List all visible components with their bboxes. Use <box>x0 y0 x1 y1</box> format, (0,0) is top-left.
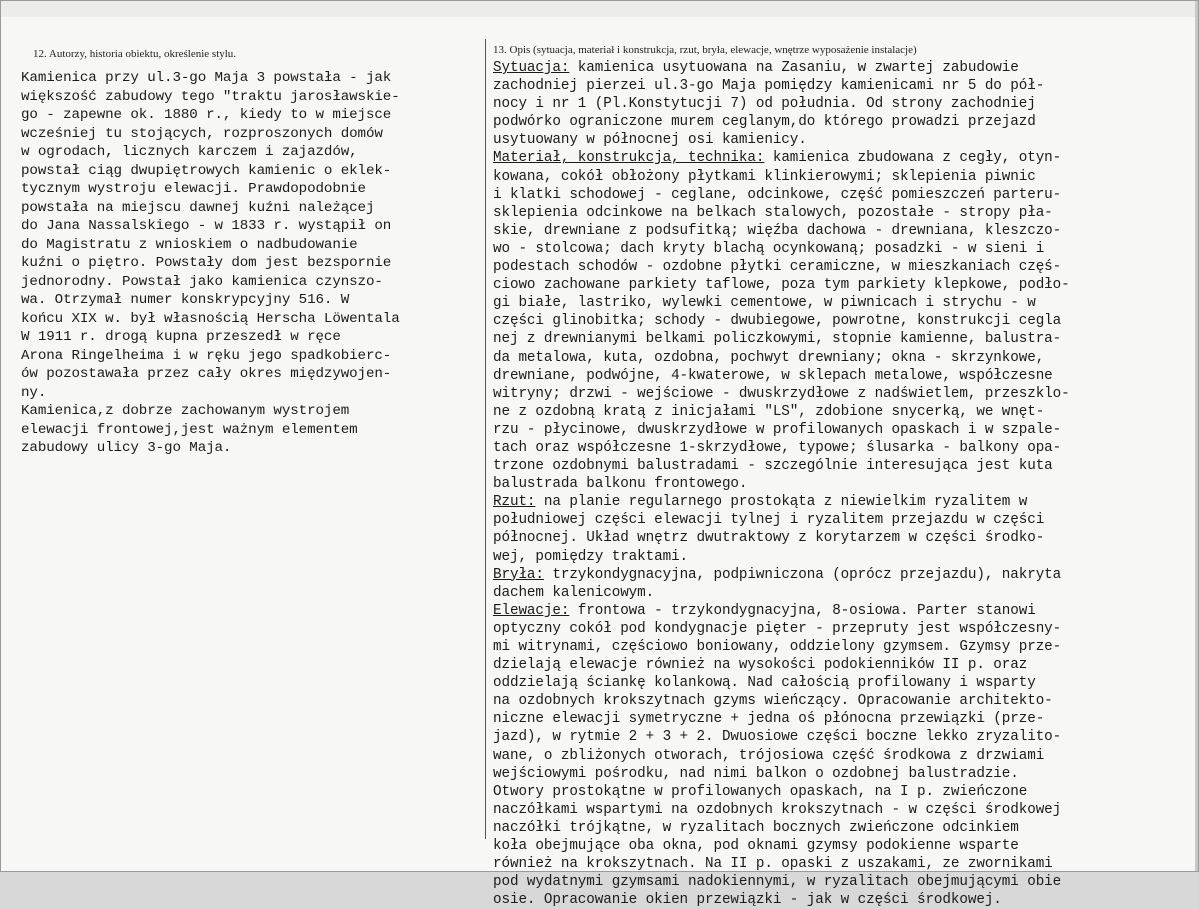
line-text: ne z ozdobną kratą z inicjałami "LS", zdobione snycerką, we wnęt- <box>493 403 1045 420</box>
line-text: niczne elewacji symetryczne + jedna oś płónocna przewiązki (prze- <box>493 711 1045 728</box>
text-line: do Magistratu z wnioskiem o nadbudowanie <box>21 236 358 253</box>
text-line: go - zapewne ok. 1880 r., kiedy to w miejsce <box>21 107 392 123</box>
section-label: Sytuacja: <box>493 60 570 76</box>
text-line <box>493 873 1183 891</box>
text-line <box>493 131 1183 149</box>
text-line: elewacji frontowej,jest ważnym elementem <box>21 421 358 438</box>
text-line: jednorodny. Powstał jako kamienica czynszo- <box>21 273 383 290</box>
text-line: w ogrodach, licznych karczem i zajazdów, <box>21 144 358 160</box>
line-text: da metalowa, kuta, ozdobna, pochwyt drewniany; okna - skrzynkowe, <box>493 349 1045 366</box>
text-line <box>493 620 1183 638</box>
section-description <box>493 43 1183 909</box>
line-text: rzu - płycinowe, dwuskrzydłowe w profilowanych opaskach i w szpale- <box>493 421 1062 438</box>
text-line: większość zabudowy tego "traktu jarosławskie- <box>21 88 400 105</box>
line-text: trzykondygnacyjna, podpiwniczona (oprócz przejazdu), nakryta <box>543 566 1062 583</box>
text-line <box>493 258 1183 276</box>
line-text: balustrada balkonu frontowego. <box>493 476 748 493</box>
line-text: północnej. Układ wnętrz dwutraktowy z korytarzem w części środko- <box>493 530 1045 547</box>
column-divider <box>485 39 486 839</box>
text-line <box>493 59 1183 77</box>
text-line <box>493 168 1183 186</box>
line-text: osie. Opracowanie okien przewiązki - jak w części środkowej. <box>493 892 1002 909</box>
section-label: Elewacje: <box>493 602 570 619</box>
line-text: sklepienia odcinkowe na belkach stalowych, pozostałe - stropy pła- <box>493 204 1053 221</box>
text-line <box>493 638 1183 656</box>
scan-top-edge <box>1 1 1198 17</box>
text-line: W 1911 r. drogą kupna przeszedł w ręce <box>21 329 341 345</box>
line-text: oddzielają ściankę kolankową. Nad całością profilowany i wsparty <box>493 675 1036 692</box>
text-line <box>493 204 1183 222</box>
line-text: południowej części elewacji tylnej i ryzalitem przejazdu w części <box>493 512 1045 529</box>
line-text: i klatki schodowej - ceglane, odcinkowe, część pomieszczeń parteru- <box>493 186 1062 203</box>
text-line <box>493 548 1183 566</box>
text-line <box>493 240 1183 258</box>
text-line <box>493 276 1183 294</box>
text-line: wcześniej tu stojących, rozproszonych domów <box>21 125 383 142</box>
text-line <box>493 819 1183 837</box>
text-line <box>493 457 1183 475</box>
text-line <box>493 95 1183 113</box>
line-text: podestach schodów - ozdobne płytki ceramiczne, w mieszkaniach częś- <box>493 259 1062 276</box>
line-text: koła obejmujące oba okna, pod oknami gzymsy podokienne wsparte <box>493 838 1019 855</box>
line-text: zachodniej pierzei ul.3-go Maja pomiędzy kamienicami nr 5 do pół- <box>493 78 1045 95</box>
line-text: na ozdobnych krokszytnach gzyms wieńczący. Opracowanie architekto- <box>493 693 1053 710</box>
description-text <box>493 59 1183 909</box>
line-text: optyczny cokół pod kondygnacje pięter - przepruty jest współczesny- <box>493 620 1062 637</box>
text-line: Arona Ringelheima i w ręku jego spadkobierc- <box>21 347 392 364</box>
text-line: wa. Otrzymał numer konskrypcyjny 516. W <box>21 292 350 308</box>
text-line <box>493 113 1183 131</box>
line-text: pod wydatnymi gzymsami nadokiennymi, w ryzalitach obejmującymi obie <box>493 874 1062 891</box>
text-line <box>493 728 1183 746</box>
line-text: tach oraz współczesne 1-skrzydłowe, typowe; ślusarka - balkony opa- <box>493 439 1062 456</box>
text-line <box>493 439 1183 457</box>
line-text: wej, pomiędzy traktami. <box>493 548 689 565</box>
text-line <box>493 656 1183 674</box>
line-text: kamienica zbudowana z cegły, otyn- <box>764 150 1062 167</box>
text-line <box>493 493 1183 511</box>
text-line <box>493 801 1183 819</box>
line-text: wejściowymi pośrodku, nad nimi balkon o ozdobnej balustradzie. <box>493 765 1019 782</box>
line-text: naczółki trójkątne, w ryzalitach bocznych zwieńczone odcinkiem <box>493 819 1019 836</box>
section-history <box>21 47 477 458</box>
line-text: witryny; drzwi - wejściowe - dwuskrzydłowe z nadświetlem, przeszklo- <box>493 385 1070 402</box>
text-line <box>493 475 1183 493</box>
line-text: skie, drewniane z podsufitką; więźba dachowa - drewniana, kleszczo- <box>493 222 1062 239</box>
text-line <box>493 602 1183 620</box>
text-line <box>493 385 1183 403</box>
line-text: również na krokszytnach. Na II p. opaski z uszakami, ze zwornikami <box>493 856 1053 873</box>
line-text: wane, o zbliżonych otworach, trójosiowa część środkowa z drzwiami <box>493 747 1045 764</box>
text-line <box>493 149 1183 167</box>
text-line: kuźni o piętro. Powstały dom jest bezspornie <box>21 255 392 271</box>
line-text: trzone ozdobnymi balustradami - szczególnie interesująca jest kuta <box>493 458 1053 475</box>
text-line <box>493 584 1183 602</box>
text-line <box>493 222 1183 240</box>
text-line <box>493 529 1183 547</box>
text-line: Kamienica przy ul.3-go Maja 3 powstała - jak <box>21 70 392 86</box>
line-text: frontowa - trzykondygnacyjna, 8-osiowa. Parter stanowi <box>569 602 1036 619</box>
section-label: Rzut: <box>493 494 536 511</box>
text-line <box>493 692 1183 710</box>
line-text: kowana, cokół obłożony płytkami klinkierowymi; sklepienia piwnic <box>493 168 1036 185</box>
text-line <box>493 891 1183 909</box>
line-text: kamienica usytuowana na Zasaniu, w zwartej zabudowie <box>569 60 1019 76</box>
section-label: Bryła: <box>493 566 544 583</box>
text-line: zabudowy ulicy 3-go Maja. <box>21 440 232 456</box>
text-line: powstała na miejscu dawnej kuźni należącej <box>21 199 375 216</box>
line-text: dachem kalenicowym. <box>493 584 655 601</box>
text-line <box>493 710 1183 728</box>
scan-right-edge <box>1195 1 1198 871</box>
history-text <box>21 69 477 458</box>
line-text: wo - stolcowa; dach kryty blachą ocynkowaną; posadzki - w sieni i <box>493 240 1045 257</box>
line-text: ciowo zachowane parkiety taflowe, poza tym parkiety klepkowe, podło- <box>493 277 1070 294</box>
text-line: powstał ciąg dwupiętrowych kamienic o eklek- <box>21 162 392 179</box>
text-line <box>493 747 1183 765</box>
text-line <box>493 367 1183 385</box>
section-13-heading: 13. Opis (sytuacja, materiał i konstrukcja, rzut, bryła, elewacje, wnętrze wyposażenie instalacje) <box>493 44 917 56</box>
text-line <box>493 403 1183 421</box>
line-text: podwórko ograniczone murem ceglanym,do którego prowadzi przejazd <box>493 114 1036 131</box>
text-line <box>493 186 1183 204</box>
text-line: ny. <box>21 384 47 401</box>
text-line <box>493 674 1183 692</box>
text-line: końcu XIX w. był własnością Herscha Löwentala <box>21 310 400 327</box>
text-line: Kamienica,z dobrze zachowanym wystrojem <box>21 403 350 419</box>
text-line <box>493 765 1183 783</box>
text-line <box>493 566 1183 584</box>
text-line: tycznym wystroju elewacji. Prawdopodobnie <box>21 181 366 197</box>
text-line <box>493 421 1183 439</box>
line-text: usytuowany w północnej osi kamienicy. <box>493 132 807 149</box>
line-text: drewniane, podwójne, 4-kwaterowe, w sklepach metalowe, współczesne <box>493 367 1053 384</box>
line-text: Otwory prostokątne w profilowanych opaskach, na I p. zwieńczone <box>493 783 1028 800</box>
line-text: nocy i nr 1 (Pl.Konstytucji 7) od południa. Od strony zachodniej <box>493 96 1036 113</box>
text-line <box>493 330 1183 348</box>
text-line <box>493 77 1183 95</box>
line-text: dzielają elewacje również na wysokości podokienników II p. oraz <box>493 657 1028 674</box>
line-text: jazd), w rytmie 2 + 3 + 2. Dwuosiowe części boczne lekko zryzalito- <box>493 729 1062 746</box>
text-line <box>493 783 1183 801</box>
text-line <box>493 349 1183 367</box>
section-label: Materiał, konstrukcja, technika: <box>493 150 765 167</box>
text-line <box>493 511 1183 529</box>
line-text: mi witrynami, częściowo boniowany, oddzielony gzymsem. Gzymsy prze- <box>493 639 1062 655</box>
line-text: gi białe, lastriko, wylewki cementowe, w piwnicach i strychu - w <box>493 295 1036 312</box>
text-line <box>493 294 1183 312</box>
line-text: naczółkami wspartymi na ozdobnych krokszytnach - w części środkowej <box>493 801 1062 818</box>
text-line: ów pozostawała przez cały okres międzywojen- <box>21 366 392 382</box>
text-line <box>493 837 1183 855</box>
text-line <box>493 312 1183 330</box>
section-12-heading: 12. Autorzy, historia obiektu, określenie stylu. <box>33 48 237 60</box>
line-text: części glinobitka; schody - dwubiegowe, powrotne, konstrukcji cegla <box>493 313 1062 330</box>
text-line: do Jana Nassalskiego - w 1833 r. wystąpił on <box>21 218 392 234</box>
line-text: na planie regularnego prostokąta z niewielkim ryzalitem w <box>535 494 1028 511</box>
line-text: nej z drewnianymi belkami policzkowymi, stopnie kamienne, balustra- <box>493 331 1062 348</box>
text-line <box>493 855 1183 873</box>
